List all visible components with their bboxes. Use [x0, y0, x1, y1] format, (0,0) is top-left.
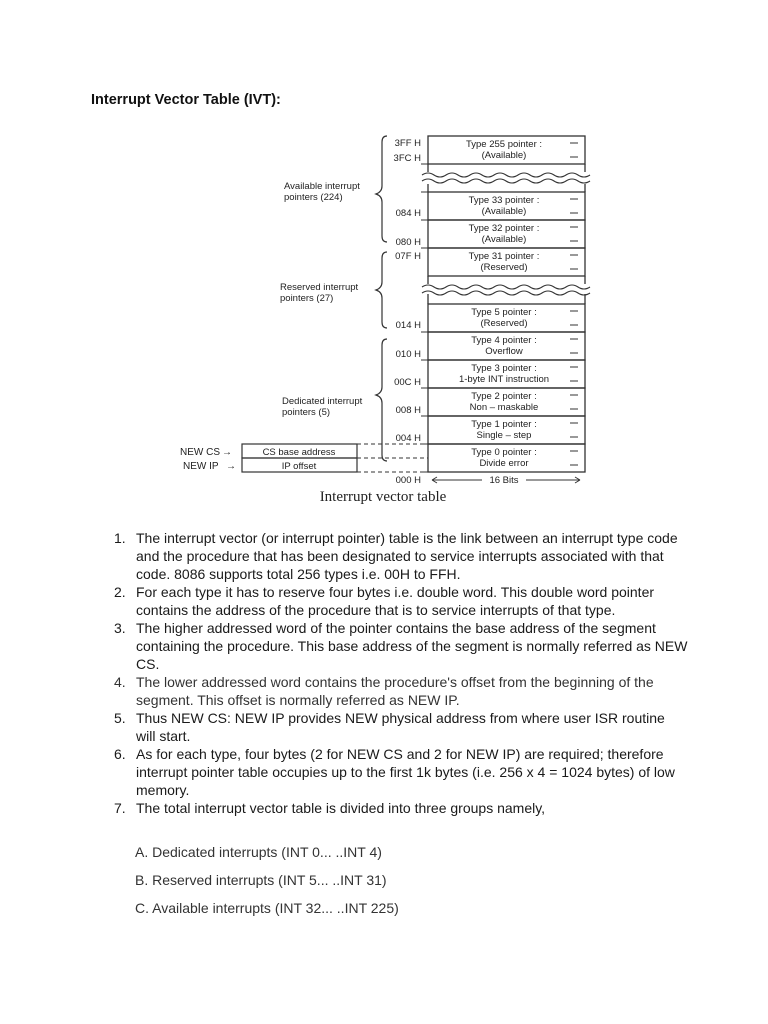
cell-4-line1: Type 4 pointer :: [471, 335, 537, 346]
cell-2-line1: Type 2 pointer :: [471, 391, 537, 402]
page-title: Interrupt Vector Table (IVT):: [91, 92, 281, 108]
cell-4-line2: Overflow: [485, 346, 523, 357]
cell-0-line1: Type 0 pointer :: [471, 447, 537, 458]
cell-31-line2: (Reserved): [480, 262, 528, 273]
group-reserved-line1: Reserved interrupt: [280, 282, 359, 293]
addr-3fc: 3FC H: [393, 153, 421, 164]
list-text: As for each type, four bytes (2 for NEW CS and 2 for NEW IP) are required; therefore interrupt pointer table occupies up to the first 1k bytes (i.e. 256 x 4 = 1024 bytes) of low memory.: [136, 746, 675, 798]
group-item-available: C. Available interrupts (INT 32... ..INT 225): [135, 900, 399, 916]
cell-2-line2: Non – maskable: [469, 402, 539, 413]
cell-5-line2: (Reserved): [480, 318, 528, 329]
list-item: [108, 583, 688, 619]
figure-caption: Interrupt vector table: [319, 489, 447, 505]
cell-255-line1: Type 255 pointer :: [465, 139, 543, 150]
list-text: The total interrupt vector table is divided into three groups namely,: [136, 800, 546, 816]
addr-000: 000 H: [395, 475, 421, 486]
cell-255-line2: (Available): [481, 150, 527, 161]
list-item: [108, 745, 688, 799]
list-number: 6.: [114, 746, 126, 762]
group-dedicated-line2: pointers (5): [282, 407, 331, 418]
list-number: 4.: [114, 674, 126, 690]
group-available-line1: Available interrupt: [284, 181, 360, 192]
dashed-connectors: [357, 444, 428, 472]
cell-1-line2: Single – step: [476, 430, 532, 441]
addr-080: 080 H: [395, 237, 421, 248]
width-label: 16 Bits: [489, 475, 519, 486]
cell-33-line1: Type 33 pointer :: [468, 195, 540, 206]
group-list: [135, 843, 399, 927]
list-text: The higher addressed word of the pointer contains the base address of the segment containing the procedure. This base address of the segment is normally referred as NEW CS.: [136, 620, 688, 672]
cell-32-line1: Type 32 pointer :: [468, 223, 540, 234]
ip-box-text: IP offset: [281, 461, 317, 472]
explanation-list: [108, 529, 688, 817]
cell-1-line1: Type 1 pointer :: [471, 419, 537, 430]
addr-3ff: 3FF H: [394, 138, 421, 149]
cell-31-line1: Type 31 pointer :: [468, 251, 540, 262]
addr-014: 014 H: [395, 320, 421, 331]
addr-07f: 07F H: [395, 251, 421, 262]
ivt-diagram: [170, 128, 610, 516]
list-number: 7.: [114, 800, 126, 816]
list-text: The lower addressed word contains the procedure's offset from the beginning of the segment. This offset is normally referred as NEW IP.: [136, 674, 654, 708]
list-text: Thus NEW CS: NEW IP provides NEW physical address from where user ISR routine will start.: [136, 710, 665, 744]
group-dedicated-line1: Dedicated interrupt: [282, 396, 363, 407]
new-cs-arrow: →: [222, 447, 232, 458]
list-item: [108, 529, 688, 583]
cell-5-line1: Type 5 pointer :: [471, 307, 537, 318]
group-reserved-line2: pointers (27): [280, 293, 334, 304]
list-number: 3.: [114, 620, 126, 636]
new-ip-arrow: →: [226, 461, 236, 472]
list-text: For each type it has to reserve four bytes i.e. double word. This double word pointer contains the address of the procedure that is to service interrupts of that type.: [136, 584, 655, 618]
list-number: 5.: [114, 710, 126, 726]
new-cs-label: NEW CS: [180, 447, 220, 458]
group-item-dedicated: A. Dedicated interrupts (INT 0... ..INT 4): [135, 844, 382, 860]
group-item-reserved: B. Reserved interrupts (INT 5... ..INT 31): [135, 872, 387, 888]
group-braces: [376, 136, 387, 461]
list-item: [108, 799, 688, 817]
addr-008: 008 H: [395, 405, 421, 416]
list-item: [108, 709, 688, 745]
cell-3-line1: Type 3 pointer :: [471, 363, 537, 374]
cell-32-line2: (Available): [481, 234, 527, 245]
list-item: [108, 673, 688, 709]
list-text: The interrupt vector (or interrupt pointer) table is the link between an interrupt type code and the procedure that has been designated to service interrupts associated with that code. 8086 supports total 256 types i.e. 00H to FFH.: [136, 530, 678, 582]
cs-box-text: CS base address: [262, 447, 336, 458]
cell-3-line2: 1-byte INT instruction: [458, 374, 550, 385]
list-number: 2.: [114, 584, 126, 600]
cell-33-line2: (Available): [481, 206, 527, 217]
new-ip-label: NEW IP: [183, 461, 219, 472]
addr-084: 084 H: [395, 208, 421, 219]
addr-010: 010 H: [395, 349, 421, 360]
list-item: [108, 619, 688, 673]
group-available-line2: pointers (224): [284, 192, 343, 203]
addr-004: 004 H: [395, 433, 421, 444]
ivt-figure: [170, 128, 610, 516]
cell-0-line2: Divide error: [479, 458, 529, 469]
addr-00c: 00C H: [394, 377, 421, 388]
list-number: 1.: [114, 530, 126, 546]
